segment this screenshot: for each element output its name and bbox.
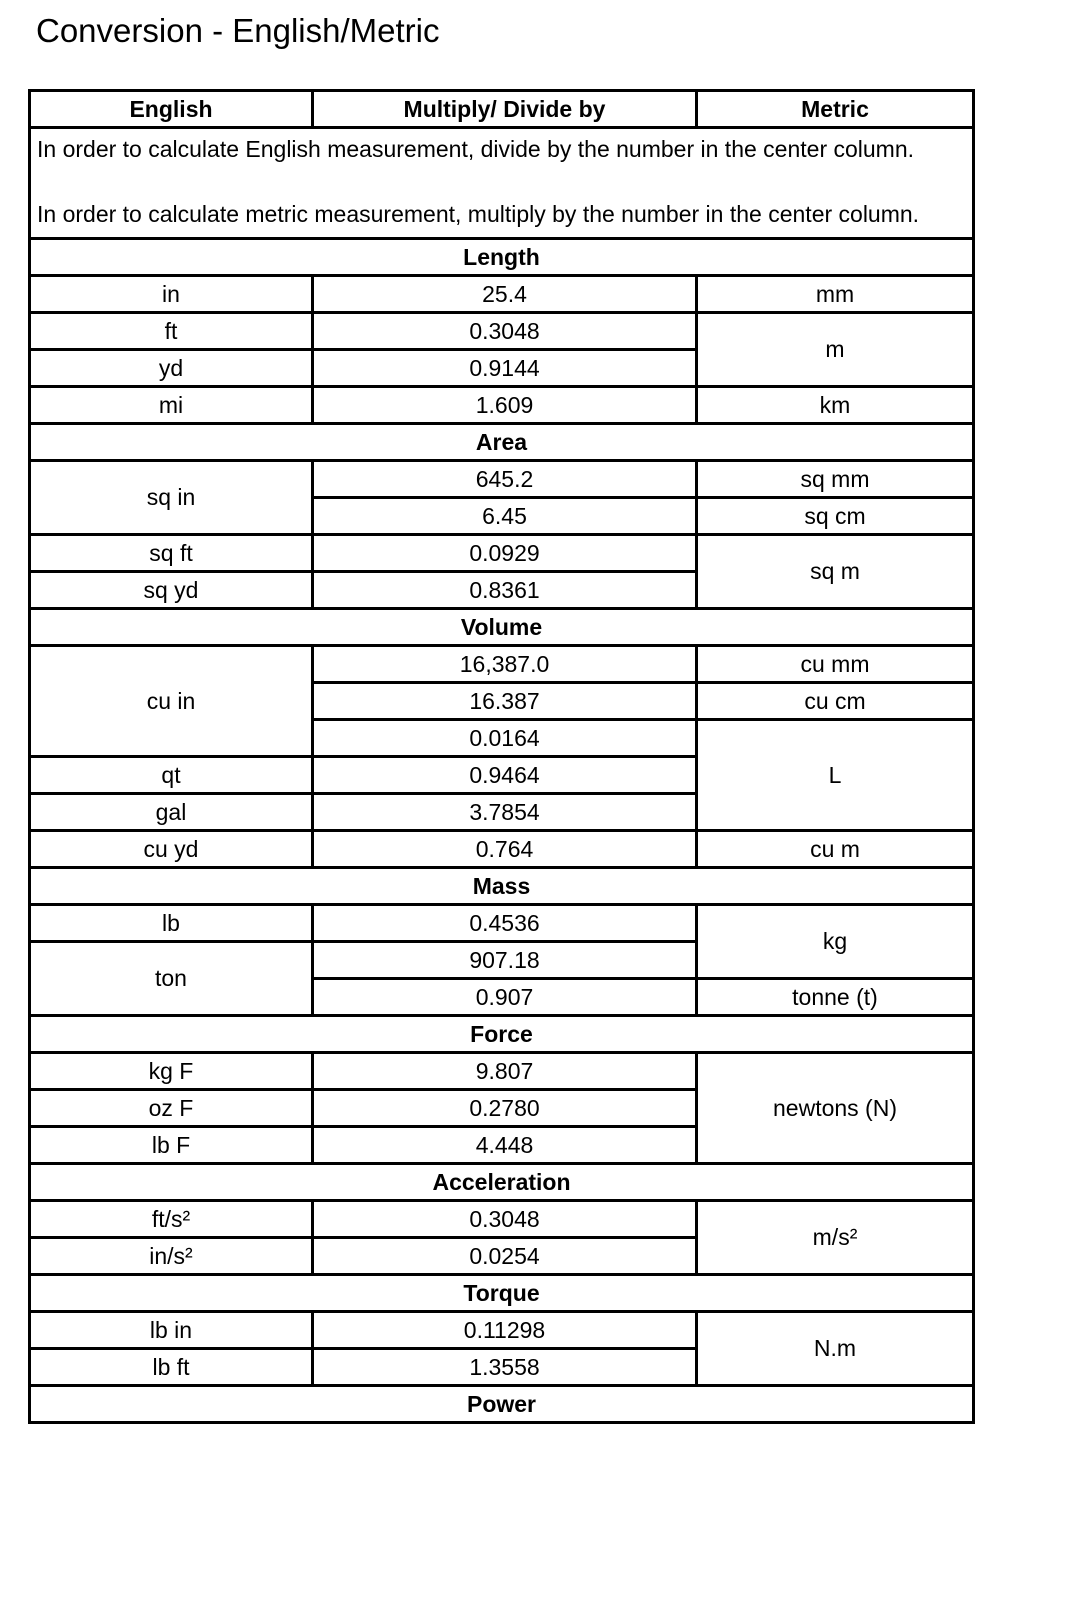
metric-unit: m/s² (697, 1201, 974, 1275)
table-row (30, 276, 974, 313)
header-row (30, 91, 974, 128)
instruction-metric: In order to calculate metric measurement, multiply by the number in the center column. (37, 201, 920, 228)
section-row (30, 1275, 974, 1312)
english-unit: cu in (30, 646, 313, 757)
english-unit: cu yd (30, 831, 313, 868)
factor-value: 0.0929 (313, 535, 697, 572)
english-unit: lb ft (30, 1349, 313, 1386)
section-row (30, 1016, 974, 1053)
metric-unit: mm (697, 276, 974, 313)
factor-header: Multiply/ Divide by (313, 91, 697, 128)
factor-value: 0.907 (313, 979, 697, 1016)
factor-value: 0.3048 (313, 1201, 697, 1238)
section-volume: Volume (30, 609, 974, 646)
english-unit: in (30, 276, 313, 313)
metric-unit: L (697, 720, 974, 831)
factor-value: 0.9464 (313, 757, 697, 794)
table-row (30, 313, 974, 350)
english-unit: oz F (30, 1090, 313, 1127)
section-acceleration: Acceleration (30, 1164, 974, 1201)
metric-unit: cu mm (697, 646, 974, 683)
factor-value: 0.2780 (313, 1090, 697, 1127)
english-unit: mi (30, 387, 313, 424)
factor-value: 25.4 (313, 276, 697, 313)
metric-unit: cu cm (697, 683, 974, 720)
english-unit: lb (30, 905, 313, 942)
factor-value: 3.7854 (313, 794, 697, 831)
table-row (30, 905, 974, 942)
section-row (30, 609, 974, 646)
factor-value: 907.18 (313, 942, 697, 979)
factor-value: 0.4536 (313, 905, 697, 942)
english-unit: kg F (30, 1053, 313, 1090)
english-unit: sq in (30, 461, 313, 535)
metric-unit: kg (697, 905, 974, 979)
english-unit: sq ft (30, 535, 313, 572)
section-mass: Mass (30, 868, 974, 905)
metric-header: Metric (697, 91, 974, 128)
factor-value: 0.11298 (313, 1312, 697, 1349)
table-row (30, 535, 974, 572)
table-row (30, 646, 974, 683)
metric-unit: cu m (697, 831, 974, 868)
section-row (30, 239, 974, 276)
english-unit: sq yd (30, 572, 313, 609)
page-title: Conversion - English/Metric (36, 12, 440, 49)
section-row (30, 1386, 974, 1423)
table-row (30, 461, 974, 498)
factor-value: 1.609 (313, 387, 697, 424)
instruction-english: In order to calculate English measurement, divide by the number in the center column. (37, 136, 915, 162)
metric-unit: newtons (N) (697, 1053, 974, 1164)
notes-row (30, 128, 974, 239)
english-unit: lb in (30, 1312, 313, 1349)
conversion-table (28, 89, 975, 1424)
metric-unit: sq mm (697, 461, 974, 498)
factor-value: 16,387.0 (313, 646, 697, 683)
table-row (30, 387, 974, 424)
section-row (30, 868, 974, 905)
table-row (30, 1053, 974, 1090)
factor-value: 16.387 (313, 683, 697, 720)
section-length: Length (30, 239, 974, 276)
factor-value: 0.0164 (313, 720, 697, 757)
section-torque: Torque (30, 1275, 974, 1312)
english-unit: ton (30, 942, 313, 1016)
english-unit: ft (30, 313, 313, 350)
english-unit: qt (30, 757, 313, 794)
factor-value: 0.764 (313, 831, 697, 868)
section-force: Force (30, 1016, 974, 1053)
english-header: English (30, 91, 313, 128)
section-row (30, 424, 974, 461)
metric-unit: N.m (697, 1312, 974, 1386)
metric-unit: sq cm (697, 498, 974, 535)
factor-value: 4.448 (313, 1127, 697, 1164)
factor-value: 6.45 (313, 498, 697, 535)
table-row (30, 1201, 974, 1238)
section-area: Area (30, 424, 974, 461)
table-row (30, 1312, 974, 1349)
metric-unit: m (697, 313, 974, 387)
metric-unit: tonne (t) (697, 979, 974, 1016)
english-unit: ft/s² (30, 1201, 313, 1238)
factor-value: 0.9144 (313, 350, 697, 387)
metric-unit: sq m (697, 535, 974, 609)
factor-value: 9.807 (313, 1053, 697, 1090)
section-row (30, 1164, 974, 1201)
factor-value: 0.0254 (313, 1238, 697, 1275)
factor-value: 1.3558 (313, 1349, 697, 1386)
instructions-cell (30, 128, 974, 239)
english-unit: lb F (30, 1127, 313, 1164)
factor-value: 0.8361 (313, 572, 697, 609)
table-row (30, 831, 974, 868)
factor-value: 0.3048 (313, 313, 697, 350)
section-power: Power (30, 1386, 974, 1423)
english-unit: yd (30, 350, 313, 387)
factor-value: 645.2 (313, 461, 697, 498)
english-unit: in/s² (30, 1238, 313, 1275)
english-unit: gal (30, 794, 313, 831)
metric-unit: km (697, 387, 974, 424)
